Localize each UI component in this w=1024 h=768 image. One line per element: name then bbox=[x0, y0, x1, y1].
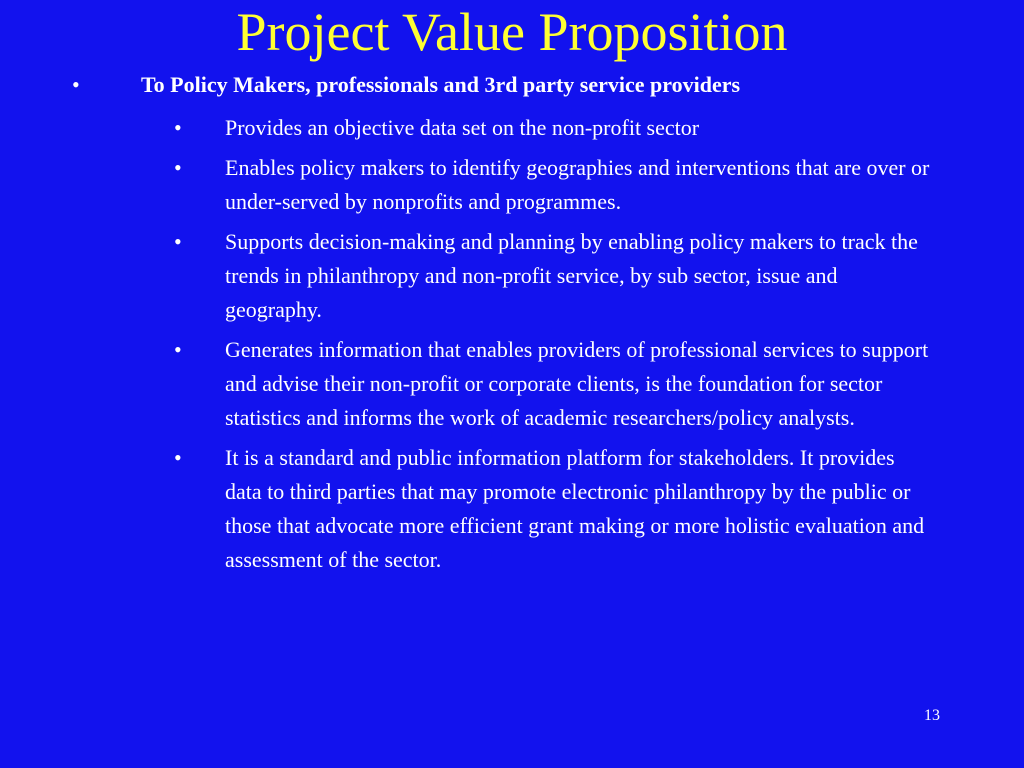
sub-bullet-list bbox=[170, 111, 930, 583]
sub-bullet-text: Enables policy makers to identify geographies and interventions that are over or under-served by nonprofits and programmes. bbox=[225, 155, 930, 214]
slide-title: Project Value Proposition bbox=[236, 2, 788, 62]
sub-bullet-text: Generates information that enables providers of professional services to support and advise their non-profit or corporate clients, is the foundation for sector statistics and informs the work of academic researchers/policy analysts. bbox=[225, 337, 929, 430]
sub-bullet-text: Supports decision-making and planning by enabling policy makers to track the trends in philanthropy and non-profit service, by sub sector, issue and geography. bbox=[225, 229, 918, 322]
bullet-glyph: • bbox=[174, 155, 182, 180]
sub-bullet-text: Provides an objective data set on the non-profit sector bbox=[225, 115, 700, 140]
sub-bullet-item bbox=[170, 151, 930, 219]
bullet-glyph: • bbox=[72, 72, 80, 97]
bullet-glyph: • bbox=[174, 445, 182, 470]
sub-bullet-item bbox=[170, 333, 930, 435]
sub-bullet-item bbox=[170, 441, 930, 577]
sub-bullet-item bbox=[170, 111, 930, 145]
level1-bullet-text: To Policy Makers, professionals and 3rd party service providers bbox=[141, 72, 741, 97]
page-number: 13 bbox=[924, 707, 940, 724]
bullet-glyph: • bbox=[174, 229, 182, 254]
sub-bullet-text: It is a standard and public information platform for stakeholders. It provides data to third parties that may promote electronic philanthropy by the public or those that advocate more efficient grant making or more holistic evaluation and assessment of the sector. bbox=[225, 445, 925, 572]
bullet-glyph: • bbox=[174, 115, 182, 140]
sub-bullet-item bbox=[170, 225, 930, 327]
bullet-glyph: • bbox=[174, 337, 182, 362]
